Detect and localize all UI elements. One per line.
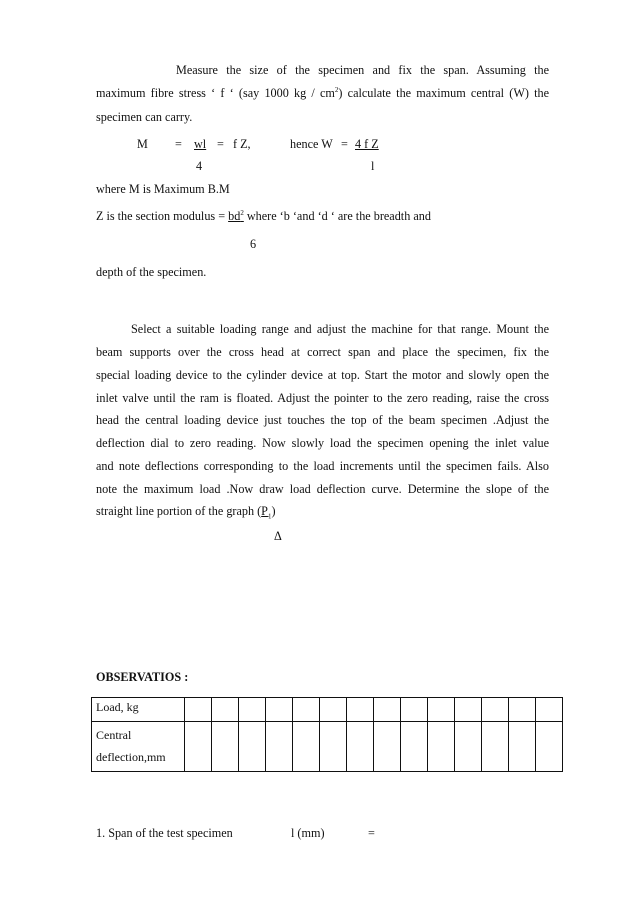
table-label-deflection-b: deflection,mm xyxy=(96,750,166,764)
formula-eq-3: = xyxy=(341,137,348,151)
table-cell xyxy=(320,722,347,772)
table-cell xyxy=(482,698,509,722)
table-label-deflection xyxy=(92,722,185,772)
formula-wl: wl xyxy=(194,137,207,151)
table-cell xyxy=(320,698,347,722)
formula-fz: f Z, xyxy=(233,137,251,151)
observations-table xyxy=(91,697,563,772)
section-modulus-bd xyxy=(228,209,244,223)
table-cell xyxy=(185,698,212,722)
formula-eq-1: = xyxy=(175,137,182,151)
table-label-load: Load, kg xyxy=(92,698,185,722)
procedure-line-9-post: ) xyxy=(271,504,276,518)
intro-line-2-post: ) calculate the maximum central (W) the xyxy=(338,86,549,100)
section-modulus-post: where ‘b ‘and ‘d ‘ are the breadth and xyxy=(246,209,431,223)
table-cell xyxy=(212,698,239,722)
formula-m: M xyxy=(137,137,148,151)
procedure-line-7: and note deflections corresponding to the load increments until the specimen fails. Also xyxy=(96,459,549,473)
section-modulus-line xyxy=(96,209,431,224)
table-cell xyxy=(239,698,266,722)
section-modulus-sup: 2 xyxy=(240,208,244,217)
table-cell xyxy=(185,722,212,772)
depth-line: depth of the specimen. xyxy=(96,265,207,279)
formula-eq-2: = xyxy=(217,137,224,151)
table-cell xyxy=(401,722,428,772)
procedure-line-2: beam supports over the cross head at correct span and place the specimen, fix the xyxy=(96,345,549,359)
intro-line-3: specimen can carry. xyxy=(96,110,193,124)
table-label-deflection-a: Central xyxy=(96,728,132,742)
procedure-p1-sub: 1 xyxy=(267,512,272,521)
procedure-line-5: head the central loading device just touches the top of the beam specimen .Adjust the xyxy=(96,413,549,427)
procedure-line-4: inlet valve until the ram is floated. Adjust the pointer to the zero reading, raise the cross xyxy=(96,391,549,405)
table-cell xyxy=(509,722,536,772)
span-label: 1. Span of the test specimen xyxy=(96,826,233,840)
span-symbol: l (mm) xyxy=(291,826,325,840)
procedure-p1 xyxy=(261,504,272,521)
formula-4fz: 4 f Z xyxy=(355,137,379,151)
procedure-line-9-pre: straight line portion of the graph ( xyxy=(96,504,262,518)
section-modulus-pre: Z is the section modulus = xyxy=(96,209,226,223)
table-cell xyxy=(455,698,482,722)
delta-symbol: Δ xyxy=(274,529,282,543)
table-cell xyxy=(266,722,293,772)
table-cell xyxy=(374,698,401,722)
section-modulus-denom: 6 xyxy=(250,237,257,251)
formula-denom-4: 4 xyxy=(196,159,203,173)
table-cell xyxy=(482,722,509,772)
table-cell xyxy=(536,698,563,722)
intro-line-2-sup: 2 xyxy=(334,85,339,94)
formula-denom-l: l xyxy=(371,159,375,173)
table-cell xyxy=(293,722,320,772)
table-cell xyxy=(401,698,428,722)
table-cell xyxy=(293,698,320,722)
procedure-p1-letter: P xyxy=(261,504,268,518)
observations-heading: OBSERVATIOS : xyxy=(96,670,189,684)
table-cell xyxy=(347,698,374,722)
intro-line-1: Measure the size of the specimen and fix the span. Assuming the xyxy=(176,63,549,77)
formula-hence-w: hence W xyxy=(290,137,333,151)
table-cell xyxy=(374,722,401,772)
table-row-deflection xyxy=(92,722,563,772)
table-row-load xyxy=(92,698,563,722)
table-cell xyxy=(509,698,536,722)
procedure-line-1: Select a suitable loading range and adjust the machine for that range. Mount the xyxy=(131,322,549,336)
table-cell xyxy=(455,722,482,772)
section-modulus-bd-text: bd xyxy=(228,209,241,223)
table-cell xyxy=(428,698,455,722)
table-cell xyxy=(428,722,455,772)
where-m-line: where M is Maximum B.M xyxy=(96,182,230,196)
table-cell xyxy=(536,722,563,772)
procedure-line-3: special loading device to the cylinder device at top. Start the motor and slowly open the xyxy=(96,368,549,382)
procedure-line-6: deflection dial to zero reading. Now slowly load the specimen opening the inlet value xyxy=(96,436,549,450)
table-cell xyxy=(239,722,266,772)
procedure-line-9 xyxy=(96,504,276,519)
intro-line-2-pre: maximum fibre stress ‘ f ‘ (say 1000 kg / cm xyxy=(96,86,335,100)
span-eq: = xyxy=(368,826,375,840)
procedure-line-8: note the maximum load .Now draw load deflection curve. Determine the slope of the xyxy=(96,482,549,496)
table-cell xyxy=(266,698,293,722)
table-cell xyxy=(212,722,239,772)
table-cell xyxy=(347,722,374,772)
intro-line-2 xyxy=(96,86,549,101)
